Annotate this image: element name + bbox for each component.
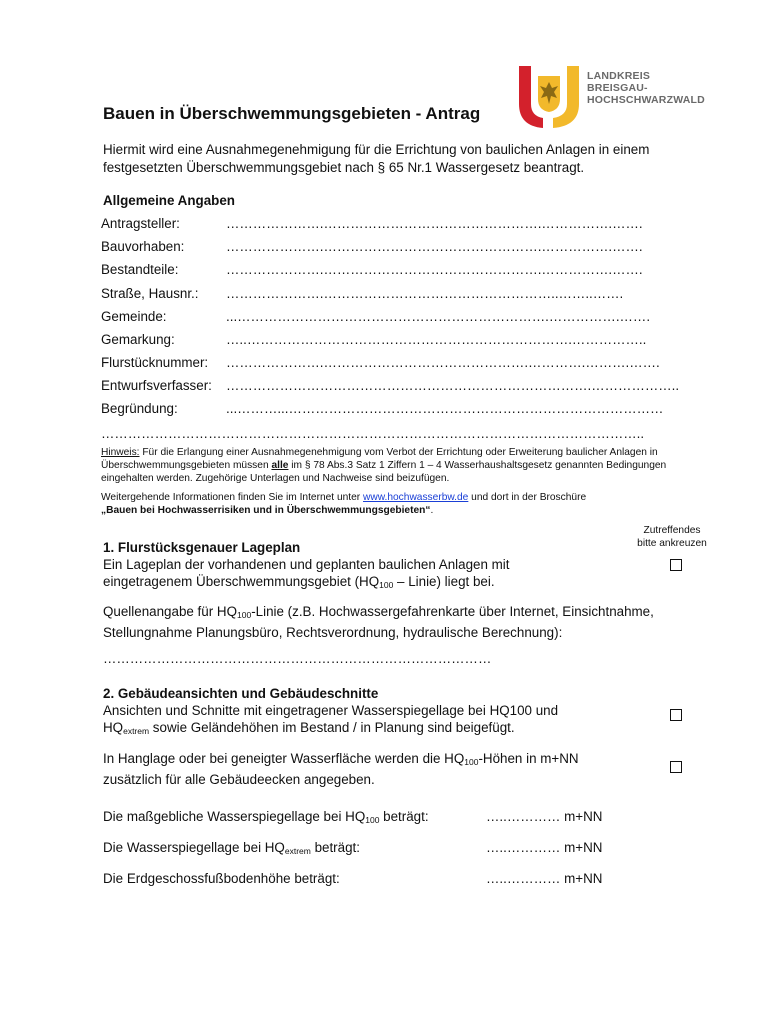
hint-emphasis: alle — [271, 460, 289, 471]
hq-subscript: extrem — [284, 846, 311, 856]
section-1-text-b: – Linie) liegt bei. — [393, 574, 495, 589]
site-plan-checkbox[interactable] — [670, 559, 682, 571]
section-2-text-2a: In Hanglage oder bei geneigter Wasserfläche werden die HQ — [103, 751, 465, 766]
district-name — [587, 70, 705, 106]
field-district[interactable] — [101, 332, 681, 350]
field-label: Gemeinde: — [101, 309, 167, 324]
hq-subscript: 100 — [464, 757, 479, 767]
field-project[interactable] — [101, 239, 681, 257]
label-text-b: beträgt: — [379, 809, 429, 824]
field-justification[interactable] — [101, 401, 681, 419]
checkbox-header-line-1: Zutreffendes — [643, 525, 701, 536]
field-input-line[interactable]: ……………………………………………………………………….……………….. — [226, 378, 680, 393]
field-label: Antragsteller: — [101, 216, 180, 231]
field-label: Bauvorhaben: — [101, 239, 185, 254]
field-designer[interactable] — [101, 378, 681, 396]
water-level-hq100-label — [103, 809, 429, 825]
field-input-line[interactable]: ………………….……………………………………….………….……….……. — [226, 355, 660, 370]
field-label: Straße, Hausnr.: — [101, 286, 199, 301]
section-1-heading: 1. Flurstücksgenauer Lageplan — [103, 540, 301, 555]
source-text-a: Quellenangabe für HQ — [103, 604, 237, 619]
field-applicant[interactable] — [101, 216, 681, 234]
field-input-line[interactable]: ………………….……………………………………………..……..……. — [226, 286, 624, 301]
label-text-a: Die Erdgeschossfußbodenhöhe beträgt: — [103, 871, 340, 886]
section-1-text-a: Ein Lageplan der vorhandenen und geplanten baulichen Anlagen mit eingetragenem Überschwemmungsgebiet (HQ — [103, 557, 510, 589]
field-input-line[interactable]: ...…………………………………………………………….…………….……. — [226, 309, 651, 324]
hq-subscript: 100 — [379, 580, 394, 590]
field-municipality[interactable] — [101, 309, 681, 327]
label-text-b: beträgt: — [310, 840, 360, 855]
source-text — [103, 603, 703, 641]
water-level-hqextrem-label — [103, 840, 360, 856]
section-2-text-1 — [103, 702, 603, 740]
page-title: Bauen in Überschwemmungsgebieten - Antrag — [103, 104, 481, 123]
hq-subscript: extrem — [123, 726, 150, 736]
field-label: Bestandteile: — [101, 262, 179, 277]
hq-subscript: 100 — [237, 610, 252, 620]
info-body-a: Weitergehende Informationen finden Sie im Internet unter — [101, 492, 364, 503]
field-input-line[interactable]: ………………….………………………………………….…………….……. — [226, 262, 643, 277]
hint-body-a: Für die Erlangung einer Ausnahmegenehmigung vom Verbot der Errichtung oder Erweiterung baulicher Anlagen in Überschwemmungsgebieten müssen — [101, 447, 658, 471]
label-text-a: Die Wasserspiegellage bei HQ — [103, 840, 285, 855]
district-name-line-3: HOCHSCHWARZWALD — [587, 94, 705, 106]
hint-body-b: im § 78 Abs.3 Satz 1 Ziffern 1 – 4 Wasserhaushaltsgesetz genannten Bedingungen eingehalten werden. Zugehörige Unterlagen und Nachweise sind beizufügen. — [101, 460, 667, 484]
field-components[interactable] — [101, 262, 681, 280]
section-2-text-2b: -Höhen in m+NN zusätzlich für alle Gebäudeecken angegeben. — [103, 751, 579, 787]
source-text-b: -Linie (z.B. Hochwassergefahrenkarte über Internet, Einsichtnahme, Stellungnahme Planungsbüro, Rechtsverordnung, hydraulische Berechnung): — [103, 604, 654, 640]
hint-label: Hinweis: — [101, 447, 140, 458]
source-input-line[interactable]: …………………………………………………………………………… — [103, 651, 492, 666]
water-level-hq100-input[interactable]: …..………… m+NN — [486, 809, 603, 824]
checkbox-column-header — [612, 524, 732, 550]
field-label: Flurstücknummer: — [101, 355, 209, 370]
district-name-line-1: LANDKREIS — [587, 70, 651, 82]
info-text — [101, 491, 691, 517]
justification-extra-line[interactable]: ………………………………………………………………………………………………………….. — [101, 426, 645, 441]
label-text-a: Die maßgebliche Wasserspiegellage bei HQ — [103, 809, 366, 824]
checkbox-header-line-2: bitte ankreuzen — [637, 538, 707, 549]
ground-floor-height-input[interactable]: …..………… m+NN — [486, 871, 603, 886]
section-2-text-1a: Ansichten und Schnitte mit eingetragener Wasserspiegellage bei HQ100 und HQ — [103, 703, 559, 735]
intro-text: Hiermit wird eine Ausnahmegenehmigung für die Errichtung von baulichen Anlagen in einem festgesetzten Überschwemmungsgebiet nach § 65 Nr.1 Wassergesetz beantragt. — [103, 142, 650, 175]
section-2-heading: 2. Gebäudeansichten und Gebäudeschnitte — [103, 686, 379, 701]
water-level-hqextrem-input[interactable]: …..………… m+NN — [486, 840, 603, 855]
info-link[interactable]: www.hochwasserbw.de — [363, 492, 469, 503]
field-label: Gemarkung: — [101, 332, 175, 347]
field-input-line[interactable]: ………………….………………………………………….…………….……. — [226, 239, 643, 254]
coat-of-arms-icon — [517, 64, 587, 130]
field-input-line[interactable]: …..……………………………………………………………….…………….. — [226, 332, 647, 347]
section-1-text — [103, 556, 563, 594]
hint-text — [101, 446, 691, 485]
field-label: Begründung: — [101, 401, 178, 416]
slope-heights-checkbox[interactable] — [670, 761, 682, 773]
info-body-b: und dort in der Broschüre — [468, 492, 587, 503]
field-input-line[interactable]: ...………...………………………………………………………………………… — [226, 401, 664, 416]
general-heading: Allgemeine Angaben — [103, 193, 235, 208]
field-street[interactable] — [101, 286, 681, 304]
hq-subscript: 100 — [365, 815, 380, 825]
ground-floor-height-label — [103, 871, 340, 886]
field-input-line[interactable]: ………………….………………………………………….…………….……. — [226, 216, 643, 231]
section-2-text-1b: sowie Geländehöhen im Bestand / in Planung sind beigefügt. — [149, 720, 515, 735]
section-2-text-2 — [103, 750, 623, 788]
elevations-checkbox[interactable] — [670, 709, 682, 721]
field-label: Entwurfsverfasser: — [101, 378, 212, 393]
brochure-title: „Bauen bei Hochwasserrisiken und in Überschwemmungsgebieten“ — [101, 505, 431, 516]
info-period: . — [430, 505, 434, 516]
district-name-line-2: BREISGAU- — [587, 82, 648, 94]
field-parcel-number[interactable] — [101, 355, 681, 373]
